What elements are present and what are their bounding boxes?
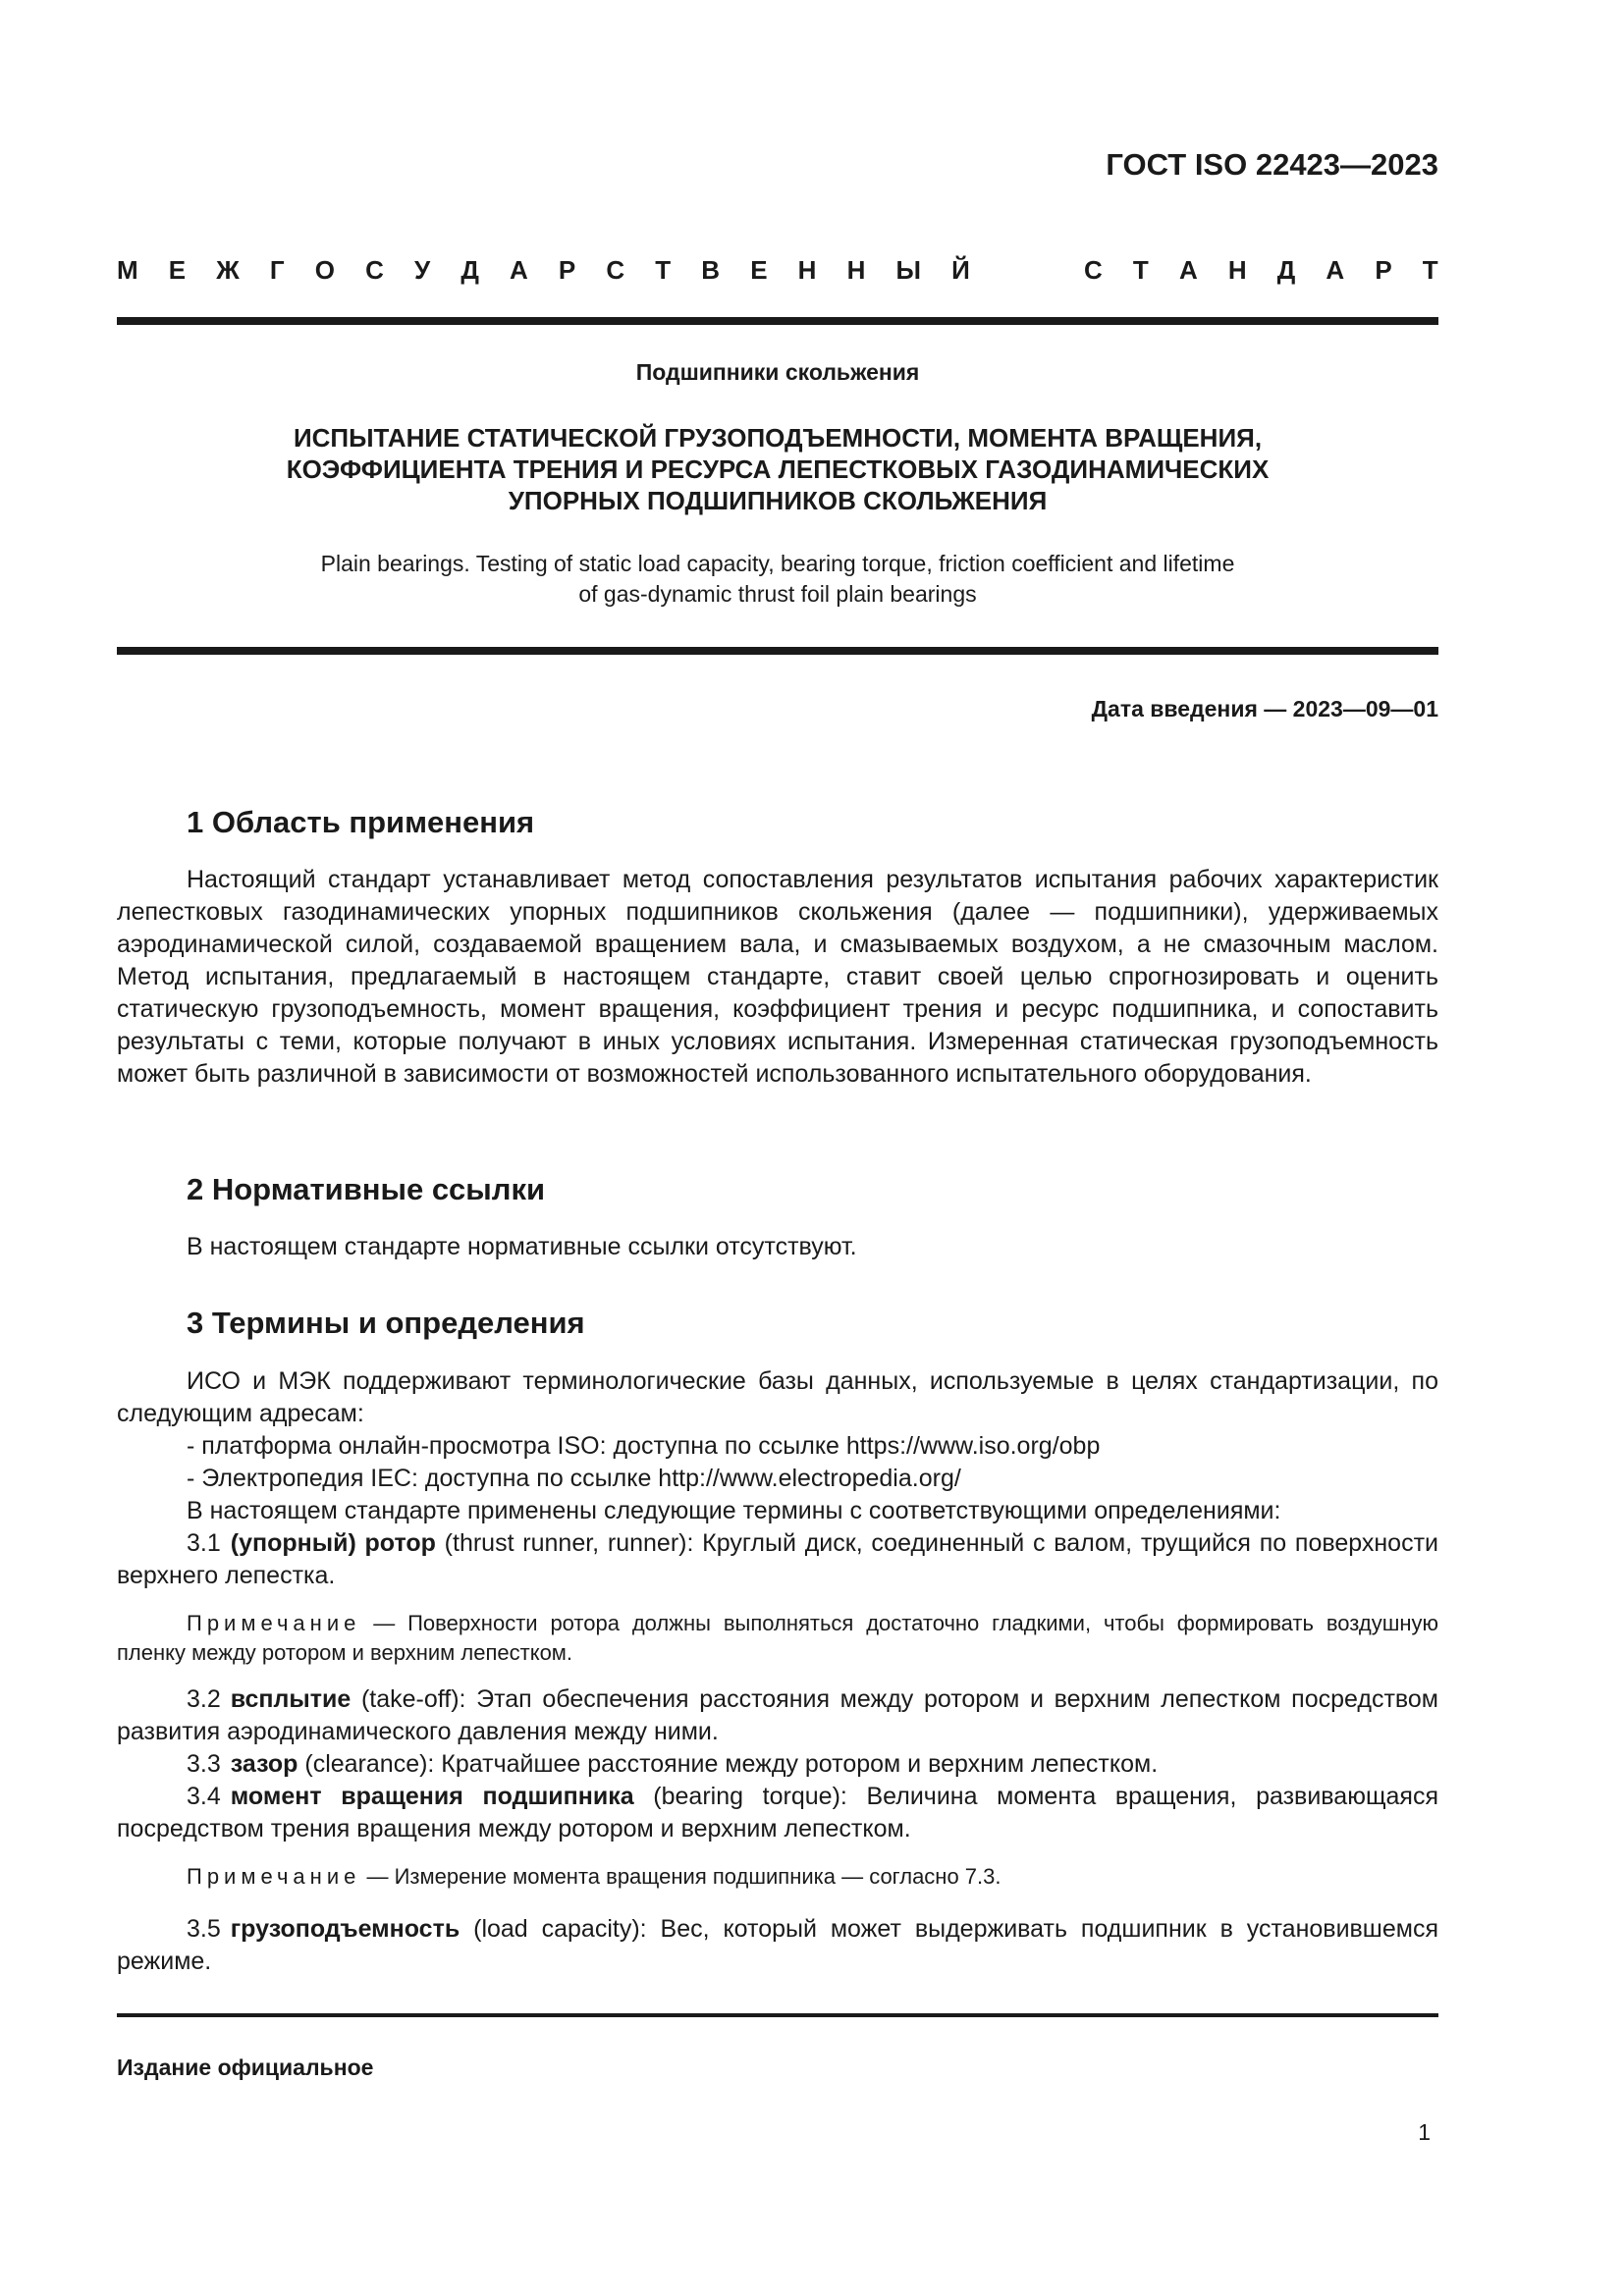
banner-letter: Е [168,255,187,285]
note-text: — Поверхности ротора должны выполняться достаточно гладкими, чтобы формировать воздушную пленку между ротором и верхним лепестком. [117,1611,1438,1665]
term-name: всплытие [230,1685,352,1713]
term-definition: (clearance): Кратчайшее расстояние между ротором и верхним лепестком. [298,1750,1159,1778]
standard-code: ГОСТ ISO 22423—2023 [1106,147,1438,182]
term-3-3 [117,1748,1438,1781]
page-number: 1 [1418,2119,1431,2145]
banner-letter: Т [1422,255,1438,285]
note-label: Примечание [187,1864,361,1889]
title-line-1: ИСПЫТАНИЕ СТАТИЧЕСКОЙ ГРУЗОПОДЪЕМНОСТИ, МОМЕНТА ВРАЩЕНИЯ, [293,423,1263,453]
term-name: момент вращения подшипника [230,1783,634,1810]
term-number: 3.1 [187,1529,221,1557]
banner-letter: Н [1227,255,1247,285]
banner-letter: Г [269,255,285,285]
bullet-electropedia: - Электропедия IEC: доступна по ссылке http://www.electropedia.org/ [187,1465,961,1492]
footer-rule [117,2013,1438,2017]
banner-letter: М [117,255,138,285]
term-definition: (bearing torque): Величина момента вращения, развивающаяся посредством трения вращения между ротором и верхним лепестком. [117,1783,1439,1842]
term-definition: (thrust runner, runner): Круглый диск, соединенный с валом, трущийся по поверхности верхнего лепестка. [117,1529,1438,1589]
banner-letter: Н [797,255,817,285]
banner-letter: Т [1132,255,1149,285]
header-rule [117,317,1438,325]
note-label: Примечание [187,1611,361,1635]
edition-label: Издание официальное [117,2055,374,2080]
banner-letter: А [510,255,528,285]
section-1-text: Настоящий стандарт устанавливает метод сопоставления результатов испытания рабочих характеристик лепестковых газодинамических упорных подшипников скольжения (далее — подшипники), удерживаемых аэродинамической силой, создаваемой вращением вала, и смазываемых воздухом, а не смазочным маслом. Метод испытания, предлагаемый в настоящем стандарте, ставит своей целью спрогнозировать и оценить статическую грузоподъемность, момент вращения, коэффициент трения и ресурс подшипника, и сопоставить результаты с теми, которые получают в иных условиях испытания. Измеренная статическая грузоподъемность может быть различной в зависимости от возможностей использованного испытательного оборудования. [117,866,1438,1088]
title-line-2: КОЭФФИЦИЕНТА ТРЕНИЯ И РЕСУРСА ЛЕПЕСТКОВЫХ ГАЗОДИНАМИЧЕСКИХ [286,454,1270,484]
banner-letter: Е [750,255,768,285]
title-rule [117,647,1438,655]
term-3-2 [117,1683,1438,1748]
standard-type-banner [117,255,1438,286]
banner-letter: С [1084,255,1103,285]
terms-applied-text: В настоящем стандарте применены следующие термины с соответствующими определениями: [187,1497,1281,1524]
note-text: — Измерение момента вращения подшипника — согласно 7.3. [360,1864,1001,1889]
banner-letter: Ы [895,255,921,285]
banner-letter: Р [1375,255,1392,285]
term-number: 3.4 [187,1783,221,1810]
banner-letter: С [606,255,625,285]
banner-letter: С [365,255,384,285]
banner-letter: Т [655,255,672,285]
banner-letter: Д [1276,255,1296,285]
note-3-1 [117,1609,1438,1668]
bullet-iso-obp: - платформа онлайн-просмотра ISO: доступна по ссылке https://www.iso.org/obp [187,1432,1101,1460]
section-3-intro: ИСО и МЭК поддерживают терминологические базы данных, используемые в целях стандартизации, по следующим адресам: [117,1367,1438,1427]
title-line-3: УПОРНЫХ ПОДШИПНИКОВ СКОЛЬЖЕНИЯ [508,486,1048,515]
term-definition: (load capacity): Вес, который может выдерживать подшипник в установившемся режиме. [117,1915,1438,1975]
introduction-date: Дата введения — 2023—09—01 [1091,696,1438,721]
banner-word-gap [1001,255,1054,286]
section-2-text: В настоящем стандарте нормативные ссылки отсутствуют. [187,1233,857,1260]
term-number: 3.2 [187,1685,221,1713]
note-3-4 [117,1862,1438,1892]
term-3-5 [117,1913,1438,1978]
section-1-heading: 1 Область применения [187,805,535,839]
term-name: грузоподъемность [230,1915,460,1943]
banner-letter: О [314,255,335,285]
english-title [117,549,1438,610]
term-name: зазор [230,1750,298,1778]
term-number: 3.5 [187,1915,221,1943]
document-subject: Подшипники скольжения [635,359,920,385]
banner-letter: В [701,255,721,285]
term-definition: (take-off): Этап обеспечения расстояния между ротором и верхним лепестком посредством развития аэродинамического давления между ними. [117,1685,1438,1745]
document-page [117,0,1438,2296]
term-name: (упорный) ротор [230,1529,436,1557]
english-title-line-2: of gas-dynamic thrust foil plain bearings [578,581,977,607]
term-number: 3.3 [187,1750,221,1778]
banner-letter: Ж [216,255,240,285]
banner-letter: А [1178,255,1198,285]
banner-letter: У [414,255,431,285]
banner-letter: Н [846,255,866,285]
banner-letter: А [1326,255,1345,285]
banner-letter: Р [558,255,576,285]
document-title [117,422,1438,516]
section-2-heading: 2 Нормативные ссылки [187,1172,546,1206]
term-3-1 [117,1527,1438,1592]
section-3-heading: 3 Термины и определения [187,1306,585,1340]
term-3-4 [117,1781,1438,1845]
english-title-line-1: Plain bearings. Testing of static load capacity, bearing torque, friction coefficient and lifetime [320,551,1235,576]
banner-letter: Д [460,255,479,285]
banner-letter: Й [951,255,970,285]
